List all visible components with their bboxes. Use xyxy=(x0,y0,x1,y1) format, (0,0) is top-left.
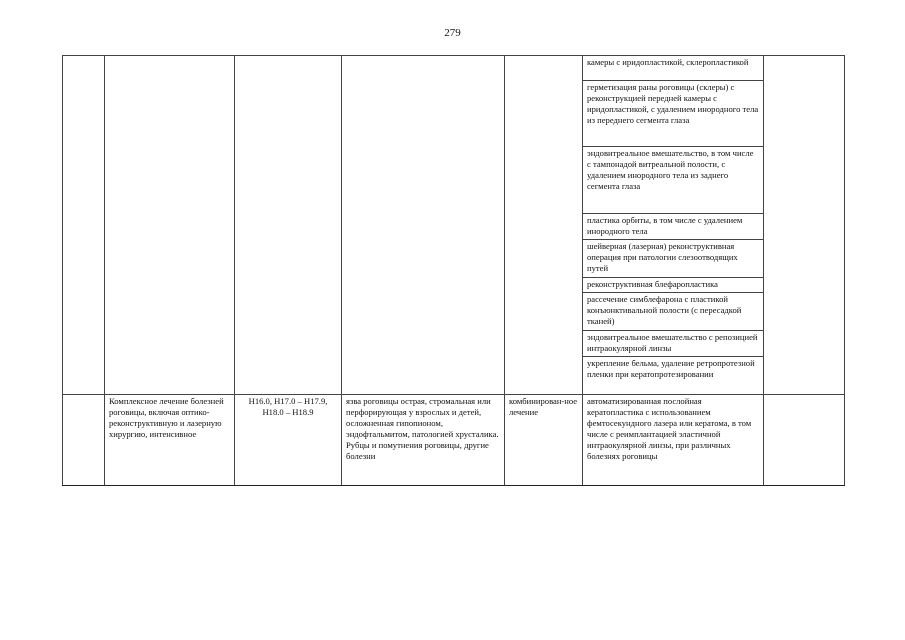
operation-cell: герметизация раны роговицы (склеры) с реконструкцией передней камеры с иридопластикой, с удалением инородного тела из переднего сегмента глаза xyxy=(583,81,764,147)
treatment-method-cell: автоматизированная послойная кератопластика с использованием фемтосекундного лазера или кератома, в том числе с реимплантацией эластичной интраокулярной линзы, при различных болезнях роговицы xyxy=(583,395,764,486)
operation-cell: укрепление бельма, удаление ретропротезной пленки при кератопротезировании xyxy=(583,357,764,395)
empty-cell xyxy=(505,56,583,395)
medical-care-table xyxy=(62,55,845,486)
operation-cell: реконструктивная блефаропластика xyxy=(583,278,764,293)
page-number: 279 xyxy=(444,27,461,39)
care-name-cell: Комплексное лечение болезней роговицы, включая оптико-реконструктивную и лазерную хирургию, интенсивное xyxy=(105,395,235,486)
empty-cell xyxy=(764,56,845,395)
operation-cell: рассечение симблефарона с пластикой конъюнктивальной полости (с пересадкой тканей) xyxy=(583,293,764,331)
empty-cell xyxy=(63,56,105,395)
operation-cell: пластика орбиты, в том числе с удалением инородного тела xyxy=(583,214,764,240)
operation-cell: шейверная (лазерная) реконструктивная операция при патологии слезоотводящих путей xyxy=(583,240,764,278)
icd-codes-cell: H16.0, H17.0 – H17.9, H18.0 – H18.9 xyxy=(235,395,342,486)
operation-cell: эндовитреальное вмешательство с репозицией интраокулярной линзы xyxy=(583,331,764,357)
patient-model-cell: язва роговицы острая, стромальная или перфорирующая у взрослых и детей, осложненная гипопионом, эндофтальмитом, патологией хрусталика. Рубцы и помутнения роговицы, другие болезни xyxy=(342,395,505,486)
empty-cell xyxy=(235,56,342,395)
operation-cell: эндовитреальное вмешательство, в том числе с тампонадой витреальной полости, с удалением инородного тела из заднего сегмента глаза xyxy=(583,147,764,214)
table-row xyxy=(63,56,845,81)
treatment-type-cell: комбинирован-ное лечение xyxy=(505,395,583,486)
empty-cell xyxy=(342,56,505,395)
table-row xyxy=(63,395,845,486)
empty-cell xyxy=(63,395,105,486)
empty-cell xyxy=(105,56,235,395)
operation-cell: камеры с иридопластикой, склеропластикой xyxy=(583,56,764,81)
empty-cell xyxy=(764,395,845,486)
